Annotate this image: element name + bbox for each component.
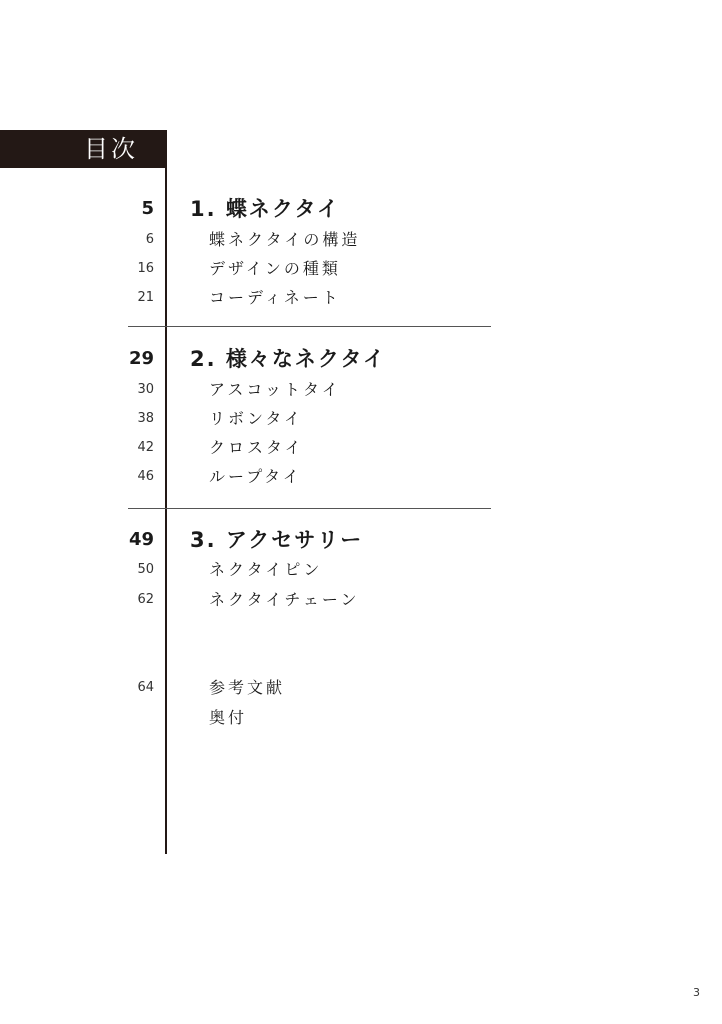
appendix-item-colophon[interactable]: 奥付 [209,708,248,727]
toc-item-page: 21 [137,290,154,305]
toc-item[interactable]: ループタイ [209,467,302,486]
section-2-page: 29 [128,348,154,369]
toc-item-page: 42 [137,440,154,455]
toc-item[interactable]: ネクタイチェーン [209,590,360,609]
appendix-item-references[interactable]: 参考文献 [209,678,286,697]
toc-item[interactable]: デザインの種類 [209,259,341,278]
toc-item-page: 30 [137,382,154,397]
toc-item-page: 50 [137,562,154,577]
section-3-page: 49 [128,529,154,550]
toc-item-page: 38 [137,411,154,426]
appendix-item-page: 64 [137,680,154,695]
page-number: 3 [693,986,700,999]
toc-item[interactable]: クロスタイ [209,438,304,457]
toc-title: 目次 [84,135,138,163]
section-1-page: 5 [141,198,154,219]
toc-item[interactable]: 蝶ネクタイの構造 [209,230,361,249]
toc-item[interactable]: ネクタイピン [209,560,323,579]
toc-item-page: 46 [137,469,154,484]
toc-item[interactable]: コーディネート [209,288,341,307]
vertical-rule [165,130,167,854]
section-divider [128,508,491,509]
toc-item-page: 62 [137,592,154,607]
section-3-title[interactable]: 3. アクセサリー [190,528,364,552]
section-1-title[interactable]: 1. 蝶ネクタイ [190,197,341,221]
toc-item[interactable]: アスコットタイ [209,380,341,399]
section-2-title[interactable]: 2. 様々なネクタイ [190,347,387,371]
toc-item-page: 16 [137,261,154,276]
toc-item-page: 6 [145,232,154,247]
section-divider [128,326,491,327]
appendix-item-page [100,706,154,730]
toc-item[interactable]: リボンタイ [209,409,304,428]
